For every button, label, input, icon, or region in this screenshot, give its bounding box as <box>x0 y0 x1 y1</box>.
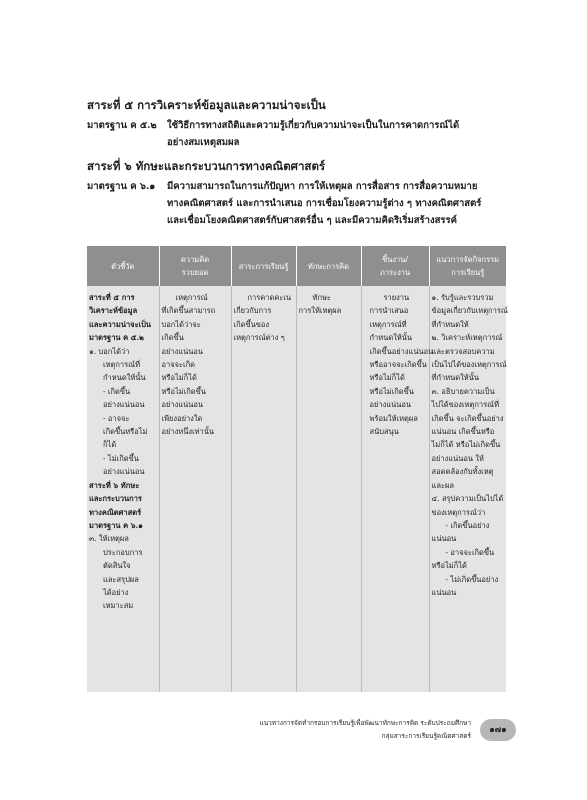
activity-line: - ไม่เกิดขึ้นอย่าง <box>445 574 499 584</box>
indicator-line: และกระบวนการ <box>89 494 142 504</box>
cell-content <box>231 286 296 692</box>
content-line: เหตุการณ์ต่าง ๆ <box>233 333 285 343</box>
indicator-line: ตัดสินใจ <box>103 561 131 571</box>
activity-line: และผล <box>431 480 454 490</box>
task-line: เกิดขึ้นอย่างแน่นอน <box>369 346 434 356</box>
activity-line: อย่างแน่นอน ให้ <box>431 453 484 463</box>
indicator-line: ทางคณิตศาสตร์ <box>89 507 142 517</box>
strand6-standard-line-1: มีความสามารถในการแก้ปัญหา การให้เหตุผล การสื่อสาร การสื่อความหมาย <box>167 181 478 192</box>
header-concept: ความคิด รวบยอด <box>159 246 231 286</box>
indicator-line: วิเคราะห์ข้อมูล <box>89 306 138 316</box>
indicator-line: อย่างแน่นอน <box>103 467 145 477</box>
activity-line: หรือไม่ก็ได้ <box>431 561 467 571</box>
strand6-heading: สาระที่ ๖ ทักษะและกระบวนการทางคณิตศาสตร์ <box>87 159 326 173</box>
strand6-standard-code: มาตรฐาน ค ๖.๑ <box>87 181 156 192</box>
activity-line: ที่กำหนดให้ <box>431 319 469 329</box>
concept-line: อาจจะเกิด <box>161 360 196 370</box>
task-line: สนับสนุน <box>369 427 399 437</box>
content-line: เกี่ยวกับการ <box>233 306 272 316</box>
indicator-line: ประกอบการ <box>103 547 143 557</box>
cell-indicator <box>87 286 159 692</box>
indicator-line: ๓. ให้เหตุผล <box>89 534 129 544</box>
table-row <box>87 286 506 692</box>
activity-line: ๒. วิเคราะห์เหตุการณ์ <box>431 333 503 343</box>
activity-line: - เกิดขึ้นอย่าง <box>445 520 490 530</box>
indicator-line: - อาจจะ <box>103 413 130 423</box>
activity-line: แน่นอน เกิดขึ้นหรือ <box>431 427 495 437</box>
concept-line: อย่างแน่นอน <box>161 400 203 410</box>
footer-line-1: แนวทางการจัดทำกรอบการเรียนรู้เพื่อพัฒนาทักษะการคิด ระดับประถมศึกษา <box>259 719 471 727</box>
header-indicator: ตัวชี้วัด <box>87 246 159 286</box>
activity-line: แน่นอน <box>431 534 457 544</box>
activity-line: ที่กำหนดให้นั้น <box>431 373 479 383</box>
task-line: รายงาน <box>383 293 410 302</box>
activity-line: ไม่ก็ได้ หรือไม่เกิดขึ้น <box>431 440 501 450</box>
task-line: หรืออาจจะเกิดขึ้น <box>369 360 427 370</box>
activity-line: - อาจจะเกิดขึ้น <box>445 547 495 557</box>
indicator-line: มาตรฐาน ค ๖.๑ <box>89 520 143 530</box>
indicator-line: - ไม่เกิดขึ้น <box>103 453 139 463</box>
activity-line: สอดคล้องกับทั้งเหตุ <box>431 467 494 477</box>
header-content: สาระการเรียนรู้ <box>231 246 296 286</box>
indicator-line: ก็ได้ <box>103 440 117 450</box>
concept-line: หรือไม่ก็ได้ <box>161 373 197 383</box>
task-line: กำหนดให้นั้น <box>369 333 413 343</box>
content-line: เกิดขึ้นของ <box>233 319 270 329</box>
cell-task <box>361 286 434 692</box>
concept-line: เกิดขึ้น <box>161 333 184 343</box>
strand5-standard-line-2: อย่างสมเหตุสมผล <box>167 137 240 148</box>
activity-line: ของเหตุการณ์ว่า <box>431 507 486 517</box>
activity-line: เป็นไปได้ของเหตุการณ์ <box>431 360 507 370</box>
cell-concept <box>159 286 231 692</box>
indicator-line: เหมาะสม <box>103 601 134 611</box>
header-skill: ทักษะการคิด <box>296 246 361 286</box>
footer-line-2: กลุ่มสาระการเรียนรู้คณิตศาสตร์ <box>381 732 471 740</box>
concept-line: อย่างแน่นอน <box>161 346 203 356</box>
task-line: พร้อมให้เหตุผล <box>369 413 418 423</box>
header-activity: แนวการจัดกิจกรรม การเรียนรู้ <box>429 246 506 286</box>
indicator-line: มาตรฐาน ค ๕.๒ <box>89 333 145 343</box>
activity-line: ๔. สรุปความเป็นไปได้ <box>431 494 504 504</box>
indicator-line: อย่างแน่นอน <box>103 400 145 410</box>
strand5-standard-line-1: ใช้วิธีการทางสถิติและความรู้เกี่ยวกับความน่าจะเป็นในการคาดการณ์ได้ <box>167 120 460 131</box>
task-line: หรือไม่ก็ได้ <box>369 373 405 383</box>
activity-line: ข้อมูลเกี่ยวกับเหตุการณ์ <box>431 306 508 316</box>
indicator-line: กำหนดให้นั้น <box>103 373 146 383</box>
indicator-line: - เกิดขึ้น <box>103 386 131 396</box>
indicator-line: และความน่าจะเป็น <box>89 319 152 329</box>
strand5-standard-code: มาตรฐาน ค ๕.๒ <box>87 120 157 131</box>
strand5-standard <box>87 117 502 151</box>
curriculum-table <box>87 246 506 692</box>
strand6-standard-line-2: ทางคณิตศาสตร์ และการนำเสนอ การเชื่อมโยงความรู้ต่าง ๆ ทางคณิตศาสตร์ <box>167 198 482 209</box>
cell-skill <box>296 286 361 692</box>
activity-line: และตรวจสอบความ <box>431 346 495 356</box>
indicator-line: สาระที่ ๕ การ <box>89 293 135 302</box>
task-line: การนำเสนอ <box>369 306 409 316</box>
indicator-line: ๑. บอกได้ว่า <box>89 346 130 356</box>
skill-line: ทักษะ <box>312 293 331 302</box>
activity-line: ๓. อธิบายความเป็น <box>431 386 495 396</box>
indicator-line: และสรุปผล <box>103 574 139 584</box>
activity-line: แน่นอน <box>431 587 457 597</box>
indicator-line: เกิดขึ้นหรือไม่ <box>103 427 148 437</box>
task-line: เหตุการณ์ที่ <box>369 319 407 329</box>
concept-line: เหตุการณ์ <box>175 293 208 302</box>
indicator-line: เหตุการณ์ที่ <box>103 360 141 370</box>
cell-activity <box>429 286 506 692</box>
page-number-badge: ๑๗๑ <box>480 719 516 741</box>
table-header-row <box>87 246 506 286</box>
concept-line: อย่างหนึ่งเท่านั้น <box>161 427 214 437</box>
strand6-standard <box>87 178 502 229</box>
content-line: การคาดคะเน <box>247 293 292 302</box>
concept-line: ที่เกิดขึ้นสามารถ <box>161 306 216 316</box>
strand6-standard-line-3: และเชื่อมโยงคณิตศาสตร์กับศาสตร์อื่น ๆ และมีความคิดริเริ่มสร้างสรรค์ <box>167 215 457 226</box>
task-line: หรือไม่เกิดขึ้น <box>369 386 414 396</box>
skill-line: การให้เหตุผล <box>298 306 342 316</box>
header-task: ชิ้นงาน/ ภาระงาน <box>361 246 429 286</box>
activity-line: ๑. รับรู้และรวบรวม <box>431 293 494 302</box>
task-line: อย่างแน่นอน <box>369 400 411 410</box>
indicator-line: สาระที่ ๖ ทักษะ <box>89 480 140 490</box>
activity-line: ไปได้ของเหตุการณ์ที่ <box>431 400 500 410</box>
strand5-heading: สาระที่ ๕ การวิเคราะห์ข้อมูลและความน่าจะเป็น <box>87 98 326 112</box>
indicator-line: ได้อย่าง <box>103 587 129 597</box>
concept-line: เพียงอย่างใด <box>161 413 203 423</box>
concept-line: หรือไม่เกิดขึ้น <box>161 386 206 396</box>
concept-line: บอกได้ว่าจะ <box>161 319 201 329</box>
activity-line: เกิดขึ้น จะเกิดขึ้นอย่าง <box>431 413 504 423</box>
